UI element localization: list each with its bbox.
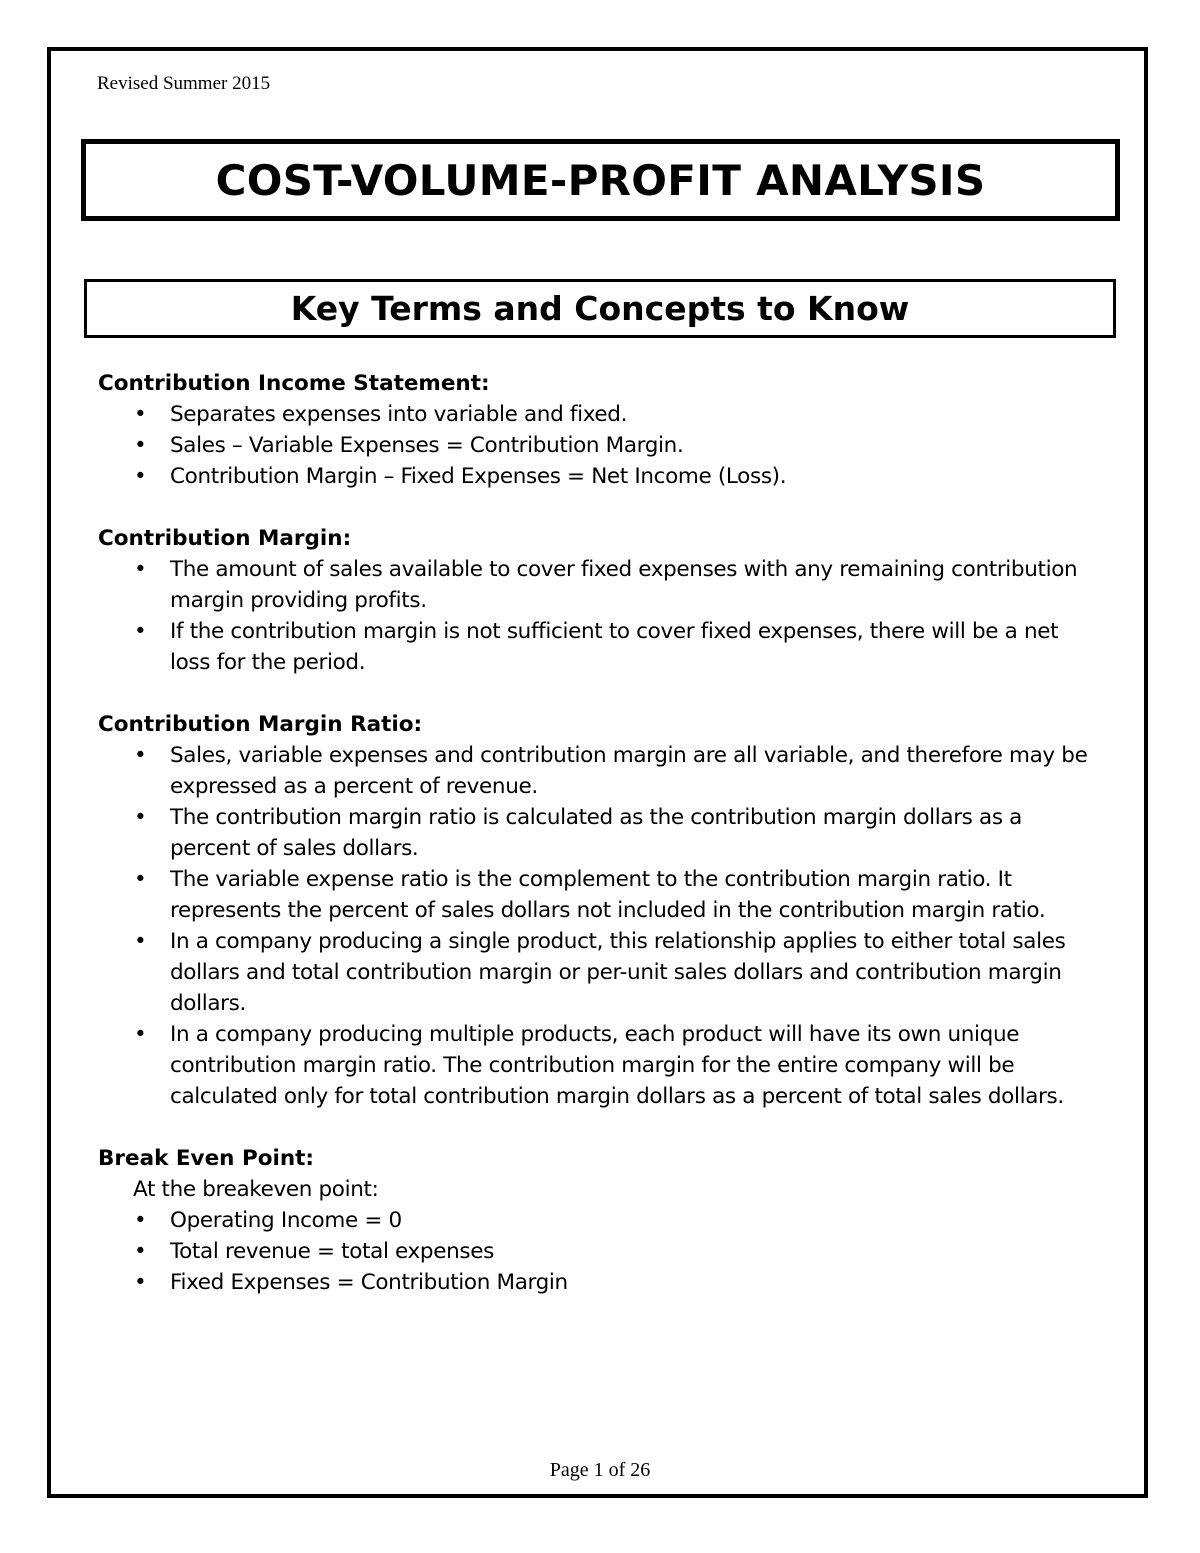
section-heading: Contribution Margin: — [98, 526, 352, 551]
section-heading: Break Even Point: — [98, 1146, 315, 1171]
document-title: COST-VOLUME-PROFIT ANALYSIS — [81, 139, 1120, 221]
bullet-list — [98, 740, 1098, 1112]
list-item: • The amount of sales available to cover fixed expenses with any remaining contribution margin providing profits. — [98, 554, 1098, 616]
list-item: • Fixed Expenses = Contribution Margin — [98, 1267, 1098, 1298]
section-heading: Contribution Margin Ratio: — [98, 712, 423, 737]
revision-note: Revised Summer 2015 — [97, 73, 271, 94]
section-contribution-margin-ratio — [98, 709, 1098, 1112]
section-banner: Key Terms and Concepts to Know — [84, 279, 1116, 338]
list-item: • Sales – Variable Expenses = Contribution Margin. — [98, 430, 1098, 461]
section-heading: Contribution Income Statement: — [98, 371, 490, 396]
list-item: • Sales, variable expenses and contribution margin are all variable, and therefore may be expressed as a percent of revenue. — [98, 740, 1098, 802]
list-item: • If the contribution margin is not sufficient to cover fixed expenses, there will be a net loss for the period. — [98, 616, 1098, 678]
list-item: • In a company producing a single product, this relationship applies to either total sales dollars and total contribution margin or per-unit sales dollars and contribution margin dollars. — [98, 926, 1098, 1019]
section-intro: At the breakeven point: — [133, 1177, 379, 1202]
list-item: • Separates expenses into variable and fixed. — [98, 399, 1098, 430]
bullet-list — [98, 399, 1098, 492]
list-item: • Total revenue = total expenses — [98, 1236, 1098, 1267]
document-body — [98, 368, 1098, 1329]
list-item: • In a company producing multiple products, each product will have its own unique contribution margin ratio. The contribution margin for the entire company will be calculated only for total contribution margin dollars as a percent of total sales dollars. — [98, 1019, 1098, 1112]
list-item: • The variable expense ratio is the complement to the contribution margin ratio. It represents the percent of sales dollars not included in the contribution margin ratio. — [98, 864, 1098, 926]
section-contribution-income-statement — [98, 368, 1098, 492]
list-item: • The contribution margin ratio is calculated as the contribution margin dollars as a percent of sales dollars. — [98, 802, 1098, 864]
page-number: Page 1 of 26 — [549, 1459, 651, 1481]
section-contribution-margin — [98, 523, 1098, 678]
section-break-even-point — [98, 1143, 1098, 1298]
list-item: • Operating Income = 0 — [98, 1205, 1098, 1236]
bullet-list — [98, 554, 1098, 678]
list-item: • Contribution Margin – Fixed Expenses = Net Income (Loss). — [98, 461, 1098, 492]
bullet-list — [98, 1205, 1098, 1298]
